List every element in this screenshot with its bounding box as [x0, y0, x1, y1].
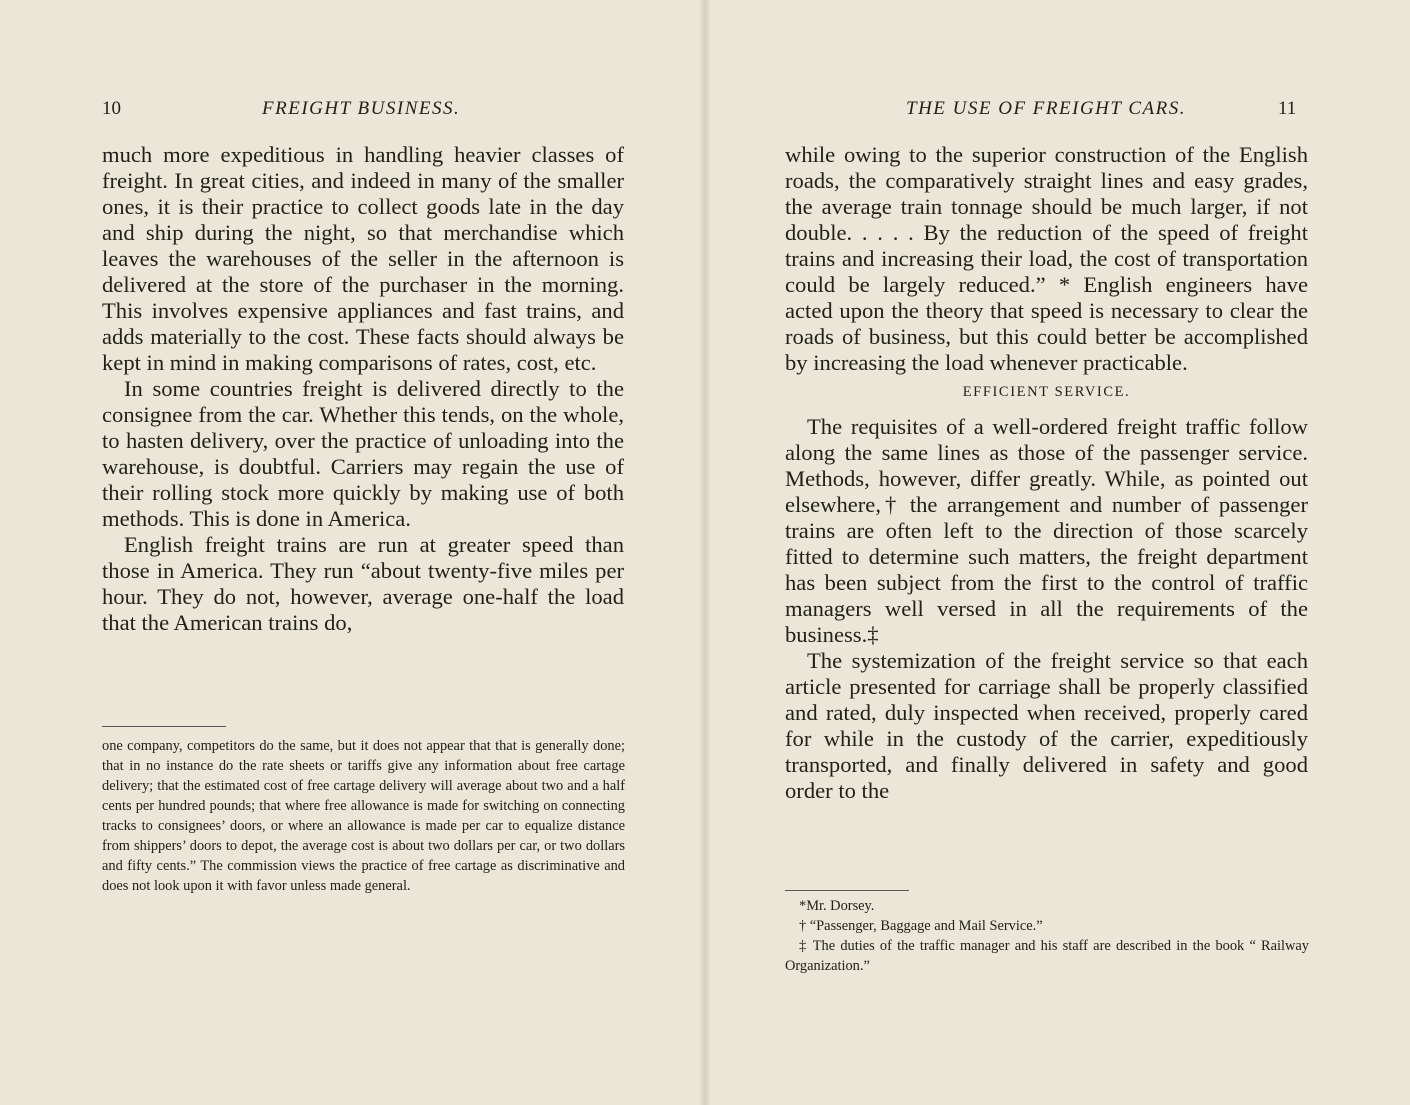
- running-head-left: FREIGHT BUSINESS.: [262, 98, 461, 119]
- footnote-rule-right: [785, 890, 909, 891]
- footnote: ‡ The duties of the traffic manager and his staff are described in the book “ Railway Organization.”: [785, 938, 1309, 974]
- section-heading: EFFICIENT SERVICE.: [962, 384, 1131, 400]
- footnote: *Mr. Dorsey.: [799, 898, 875, 914]
- page-number-right: 11: [1278, 98, 1297, 119]
- right-footnotes: [785, 896, 1309, 976]
- footnote-rule-left: [102, 726, 226, 727]
- footnote: † “Passenger, Baggage and Mail Service.”: [799, 918, 1043, 934]
- left-body-text: [102, 142, 624, 636]
- paragraph: The requisites of a well-ordered freight traffic follow along the same lines as those of the passenger service. Methods, however, differ greatly. While, as pointed out elsewhere,† the arrangement and number of passenger trains are often left to the direction of those scarcely fitted to determine such matters, the freight department has been subject from the first to the control of traffic managers well versed in all the requirements of the business.‡: [785, 414, 1308, 647]
- book-gutter: [700, 0, 710, 1105]
- page-number-left: 10: [102, 98, 121, 119]
- paragraph: much more expeditious in handling heavier classes of freight. In great cities, and indeed in many of the smaller ones, it is their practice to collect goods late in the day and ship during the night, so that merchandise which leaves the warehouses of the seller in the afternoon is delivered at the store of the purchaser in the morning. This involves expensive appliances and fast trains, and adds materially to the cost. These facts should always be kept in mind in making comparisons of rates, cost, etc.: [102, 142, 624, 375]
- right-body-text: [785, 142, 1308, 804]
- paragraph: In some countries freight is delivered directly to the consignee from the car. Whether this tends, on the whole, to hasten delivery, over the practice of unloading into the warehouse, is doubtful. Carriers may regain the use of their rolling stock more quickly by making use of both methods. This is done in America.: [102, 376, 624, 531]
- left-footnotes: [102, 736, 625, 896]
- paragraph: while owing to the superior construction of the English roads, the comparatively straight lines and easy grades, the average train tonnage should be much larger, if not double. . . . . By the reduction of the speed of freight trains and increasing their load, the cost of transportation could be largely reduced.” * English engineers have acted upon the theory that speed is necessary to clear the roads of business, but this could better be accomplished by increasing the load whenever practicable.: [785, 142, 1308, 375]
- right-page: [710, 0, 1410, 1105]
- footnote: one company, competitors do the same, but it does not appear that that is generally done; that in no instance do the rate sheets or tariffs give any information about free cartage delivery; that the estimated cost of free cartage delivery will average about two and a half cents per hundred pounds; that where free allowance is made for switching on connecting tracks to consignees’ doors, or where an allowance is made per car to equalize distance from shippers’ doors to depot, the average cost is about two dollars per car, or two dollars and fifty cents.” The commission views the practice of free cartage as discriminative and does not look upon it with favor unless made general.: [102, 738, 625, 894]
- paragraph: English freight trains are run at greater speed than those in America. They run “about twenty-five miles per hour. They do not, however, average one-half the load that the American trains do,: [102, 532, 624, 635]
- paragraph: The systemization of the freight service so that each article presented for carriage shall be properly classified and rated, duly inspected when received, properly cared for while in the custody of the carrier, expeditiously transported, and finally delivered in safety and good order to the: [785, 648, 1308, 803]
- left-page: [0, 0, 700, 1105]
- running-head-right: THE USE OF FREIGHT CARS.: [906, 98, 1186, 119]
